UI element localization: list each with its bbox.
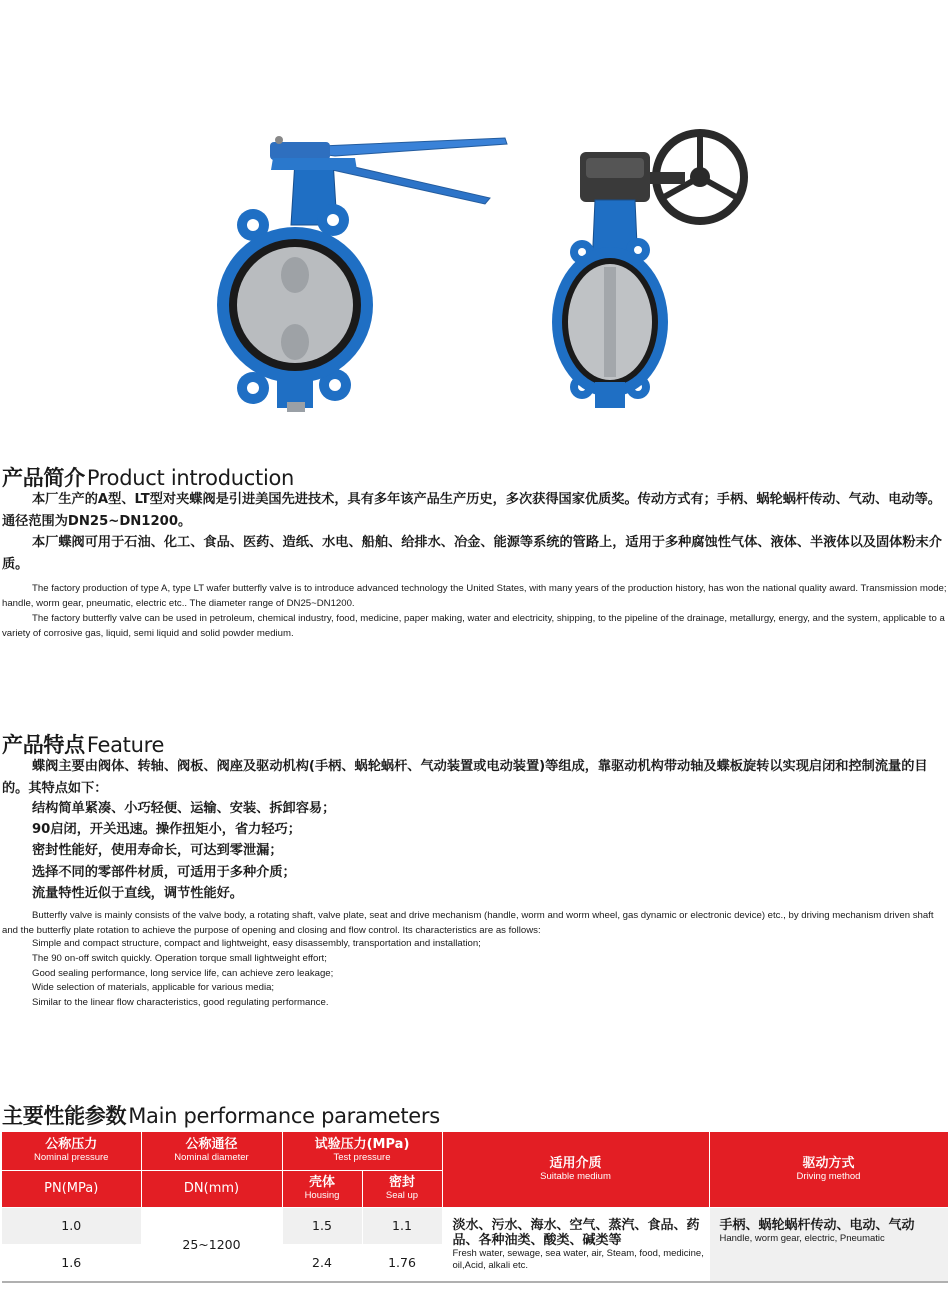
intro-title-en: Product introduction: [86, 466, 295, 490]
feature-en-item: Similar to the linear flow characteristics, good regulating performance.: [32, 997, 329, 1009]
seal-cell: 1.1: [362, 1207, 442, 1244]
test-pressure-header: 试验压力(MPa) Test pressure: [282, 1132, 442, 1170]
params-title-cn: 主要性能参数: [2, 1104, 127, 1128]
feature-cn-item: 90启闭，开关迅速。操作扭矩小，省力轻巧；: [32, 822, 301, 838]
table-row: [2, 1207, 948, 1244]
feature-title-en: Feature: [86, 733, 165, 757]
params-section-title: [2, 1100, 440, 1130]
feature-section-title: [2, 729, 164, 759]
feature-en-item: Wide selection of materials, applicable for various media;: [32, 982, 275, 994]
pn-unit-header: PN(MPa): [2, 1170, 141, 1207]
intro-title-cn: 产品简介: [2, 466, 85, 490]
feature-en-intro: [2, 908, 948, 938]
pn-cell: 1.0: [2, 1207, 141, 1244]
driving-method-header: 驱动方式 Driving method: [709, 1132, 948, 1207]
medium-cell: 淡水、污水、海水、空气、蒸汽、食品、药品、各种油类、酸类、碱类等 Fresh water, sewage, sea water, air, Steam, food, medicine, oil,Acid, alkali etc.: [442, 1207, 709, 1281]
feature-en-item: Simple and compact structure, compact and lightweight, easy disassembly, transportation and installation;: [32, 938, 481, 949]
feature-cn-intro-text: 蝶阀主要由阀体、转轴、阀板、阀座及驱动机构(手柄、蜗轮蜗杆、气动装置或电动装置)等组成，靠驱动机构带动轴及蝶板旋转以实现启闭和控制流量的目的。其特点如下：: [2, 759, 928, 796]
intro-cn-text: [2, 489, 946, 575]
params-title-en: Main performance parameters: [128, 1104, 440, 1128]
intro-en-paragraph: The factory butterfly valve can be used in petroleum, chemical industry, food, medicine, paper making, water and electricity, shipping, to the pipeline of the drainage, metallurgy, energy, and the system, applicable to a variety of corrosive gas, liquid, semi liquid and solid powder medium.: [2, 613, 945, 639]
pn-cell: 1.6: [2, 1244, 141, 1281]
feature-en-item: The 90 on-off switch quickly. Operation torque small lightweight effort;: [32, 952, 327, 964]
feature-cn-item: 结构简单紧凑、小巧轻便、运输、安装、拆卸容易；: [32, 801, 336, 816]
feature-cn-list: [32, 798, 335, 904]
suitable-medium-header: 适用介质 Suitable medium: [442, 1132, 709, 1207]
nominal-pressure-header: 公称压力 Nominal pressure: [2, 1132, 141, 1170]
feature-en-intro-text: Butterfly valve is mainly consists of the valve body, a rotating shaft, valve plate, seat and drive mechanism (handle, worm and worm wheel, gas dynamic or electronic device) etc., by driving mechanism driven shaft and the butterfly plate rotation to achieve the purpose of opening and closing and flow control. Its characteristics are as follows:: [2, 910, 934, 936]
performance-parameters-table: [2, 1132, 949, 1281]
nominal-diameter-header: 公称通径 Nominal diameter: [141, 1132, 282, 1170]
worm-gear-butterfly-valve-image: [550, 122, 750, 412]
housing-cell: 2.4: [282, 1244, 362, 1281]
dn-range-cell: 25~1200: [141, 1207, 282, 1281]
seal-header: 密封 Seal up: [362, 1170, 442, 1207]
dn-unit-header: DN(mm): [141, 1170, 282, 1207]
feature-cn-item: 密封性能好，使用寿命长，可达到零泄漏；: [32, 843, 283, 859]
feature-cn-item: 流量特性近似于直线，调节性能好。: [32, 885, 243, 901]
housing-cell: 1.5: [282, 1207, 362, 1244]
feature-en-item: Good sealing performance, long service life, can achieve zero leakage;: [32, 967, 334, 979]
seal-cell: 1.76: [362, 1244, 442, 1281]
intro-en-text: [2, 581, 948, 641]
intro-cn-paragraph: 本厂蝶阀可用于石油、化工、食品、医药、造纸、水电、船舶、给排水、冶金、能源等系统的管路上，适用于多种腐蚀性气体、液体、半液体以及固体粉末介质。: [2, 535, 942, 572]
handle-butterfly-valve-image: [215, 130, 510, 412]
intro-section-title: [2, 462, 294, 492]
feature-title-cn: 产品特点: [2, 733, 85, 757]
feature-cn-item: 选择不同的零部件材质，可适用于多种介质；: [32, 864, 296, 880]
feature-cn-intro: [2, 756, 946, 799]
intro-cn-paragraph: 本厂生产的A型、LT型对夹蝶阀是引进美国先进技术，具有多年该产品生产历史，多次获得国家优质奖。传动方式有；手柄、蜗轮蜗杆传动、气动、电动等。通径范围为DN25~DN1200。: [2, 492, 941, 529]
housing-header: 壳体 Housing: [282, 1170, 362, 1207]
drive-cell: 手柄、蜗轮蜗杆传动、电动、气动 Handle, worm gear, electric, Pneumatic: [709, 1207, 948, 1281]
intro-en-paragraph: The factory production of type A, type LT wafer butterfly valve is to introduce advanced technology the United States, with many years of the production history, has won the national quality award. Transmission mode; handle, worm gear, pneumatic, electric etc.. The diameter range of DN25~DN1200.: [2, 583, 947, 609]
table-bottom-border: [2, 1281, 948, 1283]
feature-en-list: [32, 937, 481, 1011]
